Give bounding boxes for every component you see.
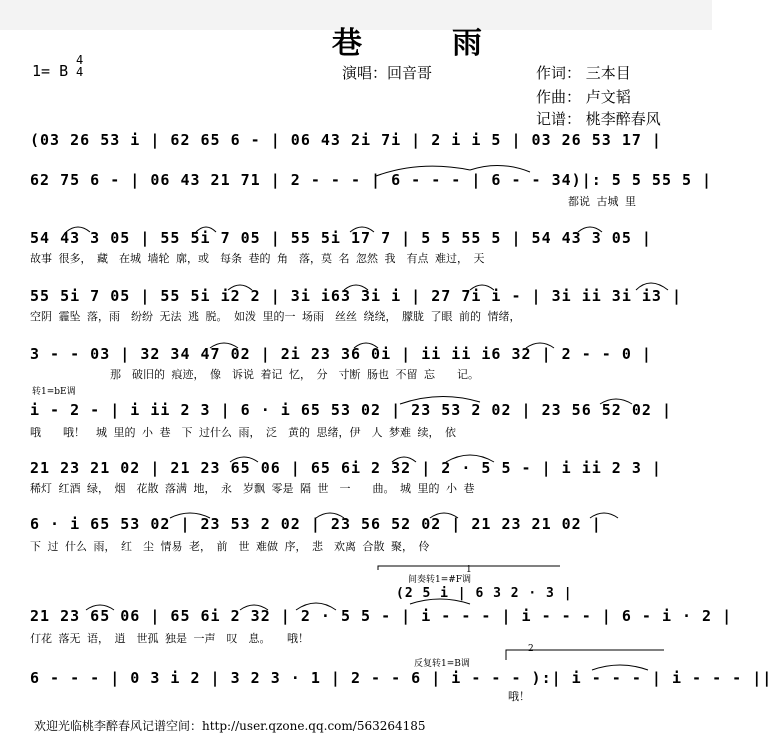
notation-row-3: 54 43 3 05 | 55 5i 7 05 | 55 5i 17 7 | 5 5 55 5 | 54 43 3 05 |: [30, 229, 652, 247]
song-title: 巷 雨: [332, 26, 512, 61]
singer: 演唱：回音哥: [342, 64, 433, 82]
meter-top: 4: [76, 53, 84, 67]
notation-row-6: i - 2 - | i ii 2 3 | 6 · i 65 53 02 | 23 53 2 02 | 23 56 52 02 |: [30, 401, 672, 419]
lyric-row-2: 都说 古城 里: [568, 195, 636, 208]
lyric-row-9: 仃花 落无 语， 逍 世孤 独是 一声 叹 息。 哦！: [30, 632, 309, 645]
lyric-row-1: [30, 150, 682, 168]
lyric-row-6: 哦 哦！ 城 里的 小 巷 下 过什么 雨， 泛 黄的 思绪，伊 人 梦难 续， 依: [30, 426, 456, 439]
lyric-row-3: 故事 很多， 藏 在城 墙轮 廓，或 每条 巷的 角 落，莫 名 忽然 我 有点 难过， 天: [30, 252, 485, 265]
notation-row-10: 6 - - - | 0 3 i 2 | 3 2 3 · 1 | 2 - - 6 | i - - - ):| i - - - | i - - - ||: [30, 669, 772, 687]
meter-bottom: 4: [76, 65, 84, 79]
notation-row-9: 21 23 65 06 | 65 6i 2 32 | 2 · 5 5 - | i - - - | i - - - | 6 - i · 2 |: [30, 607, 733, 625]
interlude-note: 间奏转1=#F调: [408, 575, 472, 585]
interlude-notation: (2 5 i | 6 3 2 · 3 |: [396, 586, 573, 601]
volta-1-label: 1: [466, 565, 472, 575]
lyric-row-4: 空阴 霾坠 落，雨 纷纷 无法 逃 脱。 如泼 里的一 场雨 丝丝 绕绕， 朦胧 了眼 前的 情绪，: [30, 310, 521, 323]
time-signature: [76, 54, 83, 78]
notation-row-8: 6 · i 65 53 02 | 23 53 2 02 | 23 56 52 02 | 21 23 21 02 |: [30, 515, 602, 533]
notation-row-2: 62 75 6 - | 06 43 21 71 | 2 - - - | 6 - - - | 6 - - 34)|: 5 5 55 5 |: [30, 171, 713, 189]
repeat-modulation-note: 反复转1=B调: [414, 659, 470, 669]
composer: 作曲： 卢文韬: [536, 88, 631, 106]
notation-row-7: 21 23 21 02 | 21 23 65 06 | 65 6i 2 32 | 2 · 5 5 - | i ii 2 3 |: [30, 459, 662, 477]
lyric-row-7: 稀灯 红酒 绿， 烟 花散 落满 地， 永 岁飘 零是 隔 世 一 曲。 城 里的 小 巷: [30, 482, 475, 495]
lyric-row-8: 下 过 什么 雨， 红 尘 情易 老， 前 世 难做 序， 悲 欢离 合散 聚， 伶: [30, 540, 430, 553]
footer-link-text: 欢迎光临桃李醉春风记谱空间：http://user.qzone.qq.com/563264185: [34, 719, 426, 733]
lyricist: 作词： 三本目: [536, 64, 631, 82]
transcriber: 记谱： 桃李醉春风: [536, 110, 661, 128]
notation-row-4: 55 5i 7 05 | 55 5i i2 2 | 3i i63 3i i | 27 7i i - | 3i ii 3i i3 |: [30, 287, 682, 305]
modulation-note-1: 转1=bE调: [32, 387, 76, 397]
key-signature: 1= B: [32, 62, 69, 80]
notation-row-1: (03 26 53 i | 62 65 6 - | 06 43 2i 7i | 2 i i 5 | 03 26 53 17 |: [30, 131, 662, 149]
volta-2-label: 2: [528, 644, 534, 654]
notation-row-5: 3 - - 03 | 32 34 47 02 | 2i 23 36 0i | ii ii i6 32 | 2 - - 0 |: [30, 345, 652, 363]
lyric-row-10: 哦！: [508, 690, 530, 703]
lyric-row-5: 那 破旧的 痕迹， 像 诉说 着记 忆， 分 寸断 肠也 不留 忘 记。: [110, 368, 479, 381]
